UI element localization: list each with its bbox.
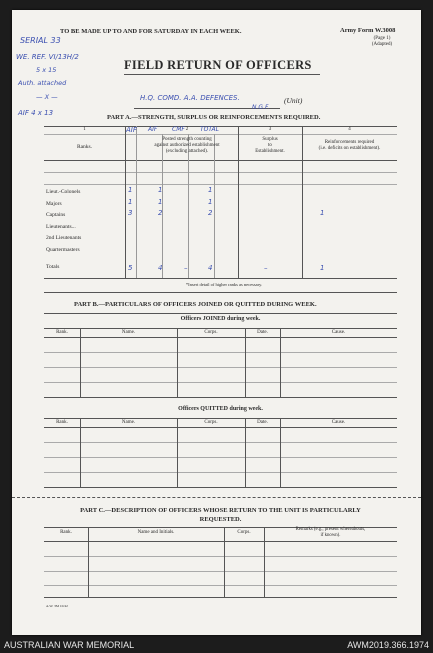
joined-col-cause: Cause. [331,330,346,335]
tot-total: 4 [208,264,213,272]
capt-reinf: 1 [320,209,325,217]
joined-col-name: Name. [121,330,136,335]
tot-ranks: 5 [128,264,133,272]
form-sheet [12,10,421,635]
col-3-header: Surplus to Establishment. [255,137,285,154]
ltcol-total: 1 [208,186,213,194]
capt-aif: 2 [158,209,163,217]
part-a-footnote: *Insert detail of higher ranks as necessary. [185,282,263,287]
part-a-heading: PART A.—STRENGTH, SURPLUS OR REINFORCEMENTS REQUIRED. [107,114,321,121]
joined-col-date: Date. [257,330,268,335]
rank-quartermasters: Quartermasters [46,246,80,253]
part-b-heading: PART B.—PARTICULARS OF OFFICERS JOINED OR QUITTED DURING WEEK. [74,301,317,308]
part-c-col-remarks: Remarks (e.g., present whereabouts, if known). [295,527,366,538]
maj-ranks: 1 [128,198,133,206]
totals-label: Totals [46,264,60,270]
rank-captains: Captains [46,212,66,218]
dash-handwritten: — X — [36,93,58,101]
rank-majors: Majors [46,200,62,207]
capt-total: 2 [208,209,213,217]
maj-aif: 1 [158,198,163,206]
col-aif-handwritten: AIF [148,126,158,133]
we-ref-handwritten: WE. REF. VI/13H/2 [16,53,79,61]
footer-institution: AUSTRALIAN WAR MEMORIAL [4,640,135,650]
rank-2nd-lieutenants: 2nd Lieutenants [46,235,82,241]
form-number: Army Form W.3008 [340,27,396,34]
rank-list [46,187,81,256]
col-num-2: 2 [185,127,189,132]
col-total-handwritten: TOTAL [200,126,219,133]
joined-col-corps: Corps. [204,330,218,335]
quitted-col-date: Date. [257,420,268,425]
col-num-1: 1 [83,127,86,132]
col-marker: AIF [126,126,137,134]
print-code: A.W. 3M 10/42 [46,604,68,608]
col-num-4: 4 [348,127,351,132]
page-title: FIELD RETURN OF OFFICERS [124,58,312,72]
serial-handwritten: SERIAL 33 [20,36,61,45]
quitted-title: Officers QUITTED during week. [178,406,263,412]
adapted-note: (Adapted) [371,42,393,47]
aif-handwritten: AIF 4 x 13 [18,109,54,117]
joined-col-rank: Rank. [56,330,68,335]
page-number: (Page 1) [373,36,391,41]
title-underline [124,74,320,75]
tot-aif: 4 [158,264,163,272]
unit2-handwritten: N.G.F. [252,104,270,111]
part-c-col-corps: Corps. [237,530,251,535]
quitted-col-cause: Cause. [331,420,346,425]
tot-surplus: – [264,264,268,272]
auth-handwritten: Auth. attached [18,79,67,87]
unit-label: (Unit) [284,96,303,105]
part-c-col-rank: Rank. [60,530,72,535]
ltcol-aif: 1 [158,186,163,194]
col-4-header: Reinforcements required (i.e. deficits on establishment). [318,140,381,151]
estab-handwritten: 5 x 15 [36,66,57,74]
part-c-heading: PART C.—DESCRIPTION OF OFFICERS WHOSE RETURN TO THE UNIT IS PARTICULARLY REQUESTED. [80,507,361,523]
part-c-col-name: Name and Initials. [137,530,175,535]
col-ranks-header: Ranks. [76,144,93,150]
footer-accession: AWM2019.366.1974 [347,640,429,650]
tot-reinf: 1 [320,264,325,272]
rank-lieutenants: Lieutenants... [46,223,76,230]
rank-ltcol: Lieut.-Colonels [46,189,81,195]
maj-total: 1 [208,198,213,206]
quitted-col-rank: Rank. [56,420,68,425]
capt-ranks: 3 [128,209,133,217]
tot-cmf: – [184,264,188,272]
joined-title: Officers JOINED during week. [180,316,261,322]
unit-handwritten: H.Q. COMD. A.A. DEFENCES. [140,94,240,102]
ltcol-ranks: 1 [128,186,133,194]
quitted-col-corps: Corps. [204,420,218,425]
col-num-3: 3 [268,127,272,132]
instruction-text: TO BE MADE UP TO AND FOR SATURDAY IN EACH WEEK. [60,28,242,35]
perforation-line [12,497,421,498]
col-cmf-handwritten: CMF [172,126,185,133]
quitted-col-name: Name. [121,420,136,425]
col-2-header: Posted strength counting against authorized establishment (excluding attached). [154,137,220,154]
